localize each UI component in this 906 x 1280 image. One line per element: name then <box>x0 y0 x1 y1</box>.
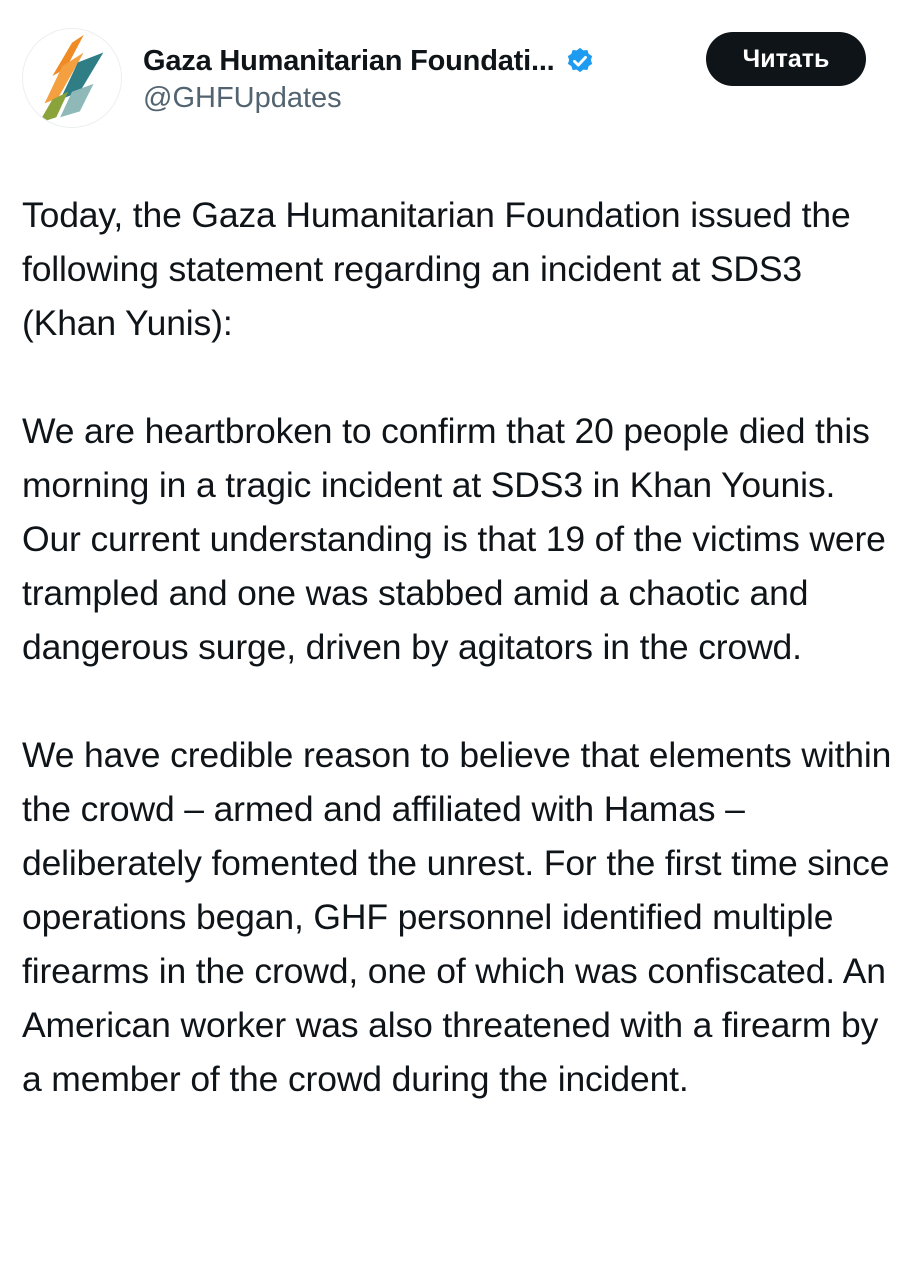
author-display-name[interactable]: Gaza Humanitarian Foundati... <box>143 44 555 77</box>
follow-button[interactable]: Читать <box>706 32 866 86</box>
author-name-row <box>143 40 595 82</box>
avatar[interactable] <box>22 28 122 128</box>
ghf-logo-icon <box>23 29 121 127</box>
post-paragraph: Today, the Gaza Humanitarian Foundation issued the following statement regarding an incident at SDS3 (Khan Yunis): <box>22 195 861 343</box>
post-header <box>0 0 906 150</box>
author-handle[interactable]: @GHFUpdates <box>143 82 342 114</box>
verified-badge-icon <box>565 46 595 76</box>
post-paragraph: We are heartbroken to confirm that 20 people died this morning in a tragic incident at SDS3 in Khan Younis. Our current understanding is that 19 of the victims were trampled and one was stabbed amid a chaotic and dangerous surge, driven by agitators in the crowd. <box>22 411 896 667</box>
post-paragraph: We have credible reason to believe that elements within the crowd – armed and affiliated with Hamas – deliberately fomented the unrest. For the first time since operations began, GHF personnel identified multiple firearms in the crowd, one of which was confiscated. An American worker was also threatened with a firearm by a member of the crowd during the incident. <box>22 735 901 1099</box>
post-text <box>22 188 901 1106</box>
